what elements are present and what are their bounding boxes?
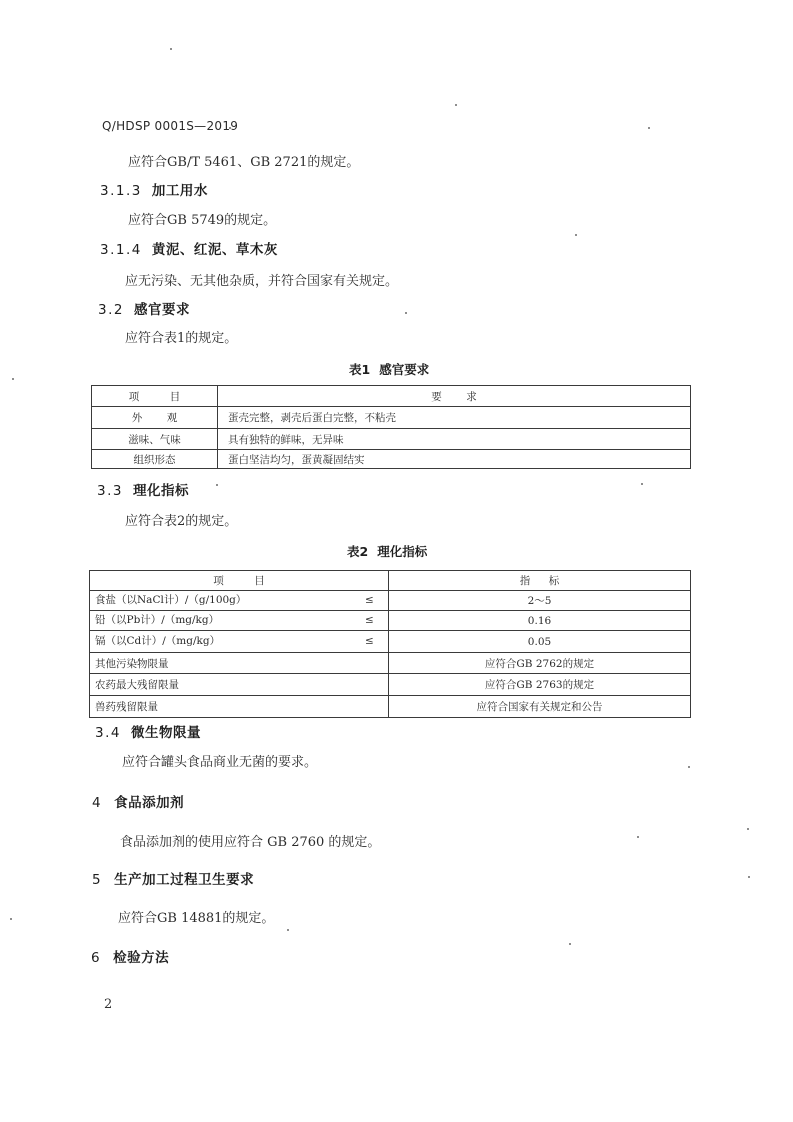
caption-number: 表1	[349, 362, 371, 377]
table-row	[90, 631, 691, 653]
section-title: 感官要求	[133, 302, 190, 318]
table-row	[90, 674, 691, 696]
section-number: 5	[92, 872, 103, 888]
cell-item	[90, 591, 389, 611]
paragraph-3-1-3: 应符合GB 5749的规定。	[128, 213, 277, 228]
caption-title: 感官要求	[379, 362, 430, 377]
less-equal-sign: ≤	[365, 614, 374, 626]
cell-value: 应符合国家有关规定和公告	[389, 696, 691, 718]
paragraph-3-2: 应符合表1的规定。	[125, 331, 238, 346]
table-header-row	[90, 571, 691, 591]
paragraph-3-1-4: 应无污染、无其他杂质，并符合国家有关规定。	[125, 274, 399, 289]
column-header-index: 指 标	[389, 571, 691, 591]
heading-3-4	[95, 721, 201, 741]
section-number: 4	[92, 795, 103, 811]
scan-speck	[405, 312, 407, 314]
scan-speck	[455, 104, 457, 106]
scan-speck	[12, 378, 14, 380]
scan-speck	[748, 876, 750, 878]
cell-item	[90, 631, 389, 653]
scan-speck	[569, 943, 571, 945]
table-header-row	[92, 386, 691, 407]
cell-value: 应符合GB 2763的规定	[389, 674, 691, 696]
table-2-caption	[347, 542, 427, 560]
cell-item: 兽药残留限量	[90, 696, 389, 718]
section-title: 食品添加剂	[114, 795, 185, 811]
cell-requirement: 蛋壳完整，剥壳后蛋白完整，不粘壳	[218, 407, 691, 429]
cell-value: 0.16	[389, 611, 691, 631]
scan-speck	[648, 127, 650, 129]
paragraph-5: 应符合GB 14881的规定。	[118, 911, 275, 926]
heading-3-1-3	[100, 179, 208, 199]
item-label: 食盐（以NaCl计）/（g/100g）	[95, 594, 247, 606]
section-title: 黄泥、红泥、草木灰	[151, 242, 278, 258]
scan-speck	[688, 766, 690, 768]
table-1-caption	[349, 360, 429, 378]
column-header-item: 项 目	[92, 386, 218, 407]
section-number: 3.3	[97, 483, 123, 499]
section-number: 3.4	[95, 725, 121, 741]
section-number: 6	[91, 950, 102, 966]
table-row	[90, 611, 691, 631]
heading-3-1-4	[100, 238, 278, 258]
cell-item: 农药最大残留限量	[90, 674, 389, 696]
caption-number: 表2	[347, 544, 369, 559]
cell-value: 应符合GB 2762的规定	[389, 653, 691, 674]
page-number: 2	[104, 997, 113, 1012]
scan-speck	[216, 484, 218, 486]
section-title: 检验方法	[113, 950, 170, 966]
paragraph-4: 食品添加剂的使用应符合 GB 2760 的规定。	[120, 835, 381, 850]
column-header-item: 项 目	[90, 571, 389, 591]
cell-item	[90, 611, 389, 631]
table-2	[89, 570, 691, 718]
table-row	[90, 653, 691, 674]
scan-speck	[170, 48, 172, 50]
heading-3-3	[97, 479, 189, 499]
scan-speck	[575, 234, 577, 236]
cell-item: 滋味、气味	[92, 429, 218, 450]
less-equal-sign: ≤	[365, 594, 374, 606]
less-equal-sign: ≤	[365, 635, 374, 647]
caption-title: 理化指标	[377, 544, 428, 559]
cell-value: 0.05	[389, 631, 691, 653]
section-title: 生产加工过程卫生要求	[114, 872, 255, 888]
section-title: 加工用水	[151, 183, 208, 199]
item-label: 铅（以Pb计）/（mg/kg）	[95, 614, 220, 626]
section-number: 3.1.4	[100, 242, 142, 258]
table-1	[91, 385, 691, 469]
scan-speck	[747, 828, 749, 830]
table-row	[90, 591, 691, 611]
table-row	[92, 407, 691, 429]
cell-value: 2～5	[389, 591, 691, 611]
document-code: Q/HDSP 0001S—2019	[102, 119, 239, 133]
paragraph-3-3: 应符合表2的规定。	[125, 514, 238, 529]
table-row	[92, 429, 691, 450]
cell-requirement: 蛋白坚洁均匀，蛋黄凝固结实	[218, 450, 691, 469]
heading-5	[92, 868, 254, 888]
scan-speck	[641, 483, 643, 485]
scan-speck	[637, 836, 639, 838]
cell-requirement: 具有独特的鲜味，无异味	[218, 429, 691, 450]
cell-item: 其他污染物限量	[90, 653, 389, 674]
section-number: 3.2	[98, 302, 124, 318]
cell-item: 组织形态	[92, 450, 218, 469]
section-title: 理化指标	[132, 483, 189, 499]
heading-3-2	[98, 298, 190, 318]
table-row	[92, 450, 691, 469]
heading-4	[92, 791, 184, 811]
scan-speck	[287, 929, 289, 931]
paragraph-3-4: 应符合罐头食品商业无菌的要求。	[122, 755, 318, 770]
paragraph-intro: 应符合GB/T 5461、GB 2721的规定。	[128, 155, 360, 170]
heading-6	[91, 946, 169, 966]
section-number: 3.1.3	[100, 183, 142, 199]
table-row	[90, 696, 691, 718]
item-label: 镉（以Cd计）/（mg/kg）	[95, 635, 221, 647]
section-title: 微生物限量	[130, 725, 201, 741]
scan-speck	[10, 918, 12, 920]
column-header-requirement: 要 求	[218, 386, 691, 407]
cell-item: 外 观	[92, 407, 218, 429]
